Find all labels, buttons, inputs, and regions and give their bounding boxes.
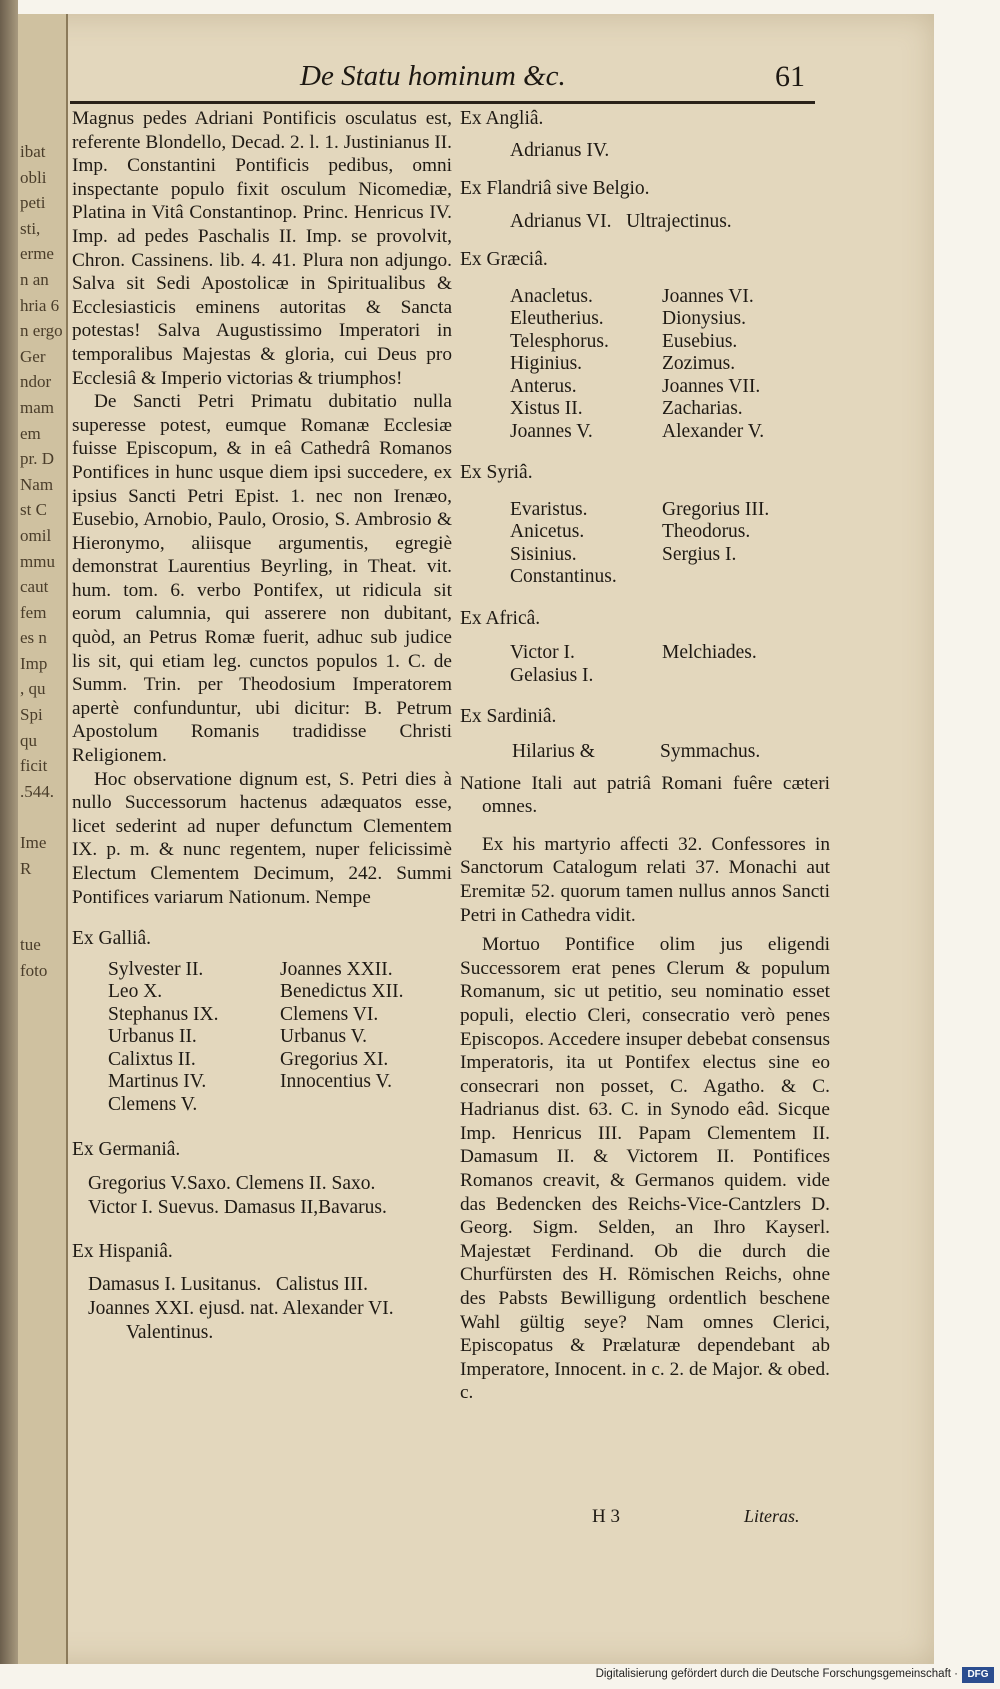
pope-entry: Sergius I. [662, 543, 737, 565]
digitization-credit-bar [0, 1664, 1000, 1689]
popes-africae [510, 642, 800, 687]
pope-entry: Xistus II. [510, 398, 583, 420]
left-column [72, 107, 452, 1345]
pope-entry: Stephanus IX. [108, 1003, 219, 1025]
pope-entry: Victor I. [510, 642, 575, 664]
pope-entry: Innocentius V. [280, 1071, 392, 1093]
popes-hispaniae [88, 1273, 452, 1345]
popes-angliae [510, 139, 830, 163]
catchword: Literas. [744, 1506, 800, 1526]
header-rule [70, 101, 815, 104]
pope-line: Victor I. Suevus. Damasus II,Bavarus. [88, 1196, 387, 1218]
pope-entry: Symmachus. [660, 741, 761, 763]
pope-line: Joannes XXI. ejusd. nat. Alexander VI. [88, 1298, 394, 1320]
pope-entry [280, 1094, 438, 1117]
pope-entry: Benedictus XII. [280, 981, 404, 1003]
pope-entry: Joannes V. [510, 420, 593, 442]
popes-sardiniae [512, 741, 802, 764]
section-title-syriae: Ex Syriâ. [460, 462, 533, 484]
pope-entry: Calixtus II. [108, 1048, 196, 1070]
pope-entry: Clemens VI. [280, 1003, 379, 1025]
section-title-hispaniae: Ex Hispaniâ. [72, 1240, 173, 1262]
right-paragraph-1: Ex his martyrio affecti 32. Confessores in Sanctorum Catalogum relati 37. Monachi aut Eremitæ 52. quorum tamen nullus annos Sancti Petri in Cathedra vidit. [460, 833, 830, 926]
popes-galliae [108, 959, 438, 1117]
popes-flandriae [510, 210, 830, 234]
pope-entry: Martinus IV. [108, 1071, 207, 1093]
running-title: De Statu hominum &c. [300, 60, 566, 92]
pope-line: Gregorius V.Saxo. Clemens II. Saxo. [88, 1172, 376, 1194]
pope-entry: Zacharias. [662, 398, 743, 420]
pope-entry: Dionysius. [662, 308, 746, 330]
page-number: 61 [775, 60, 805, 93]
pope-entry: Anterus. [510, 375, 577, 397]
section-title-graeciae: Ex Græciâ. [460, 249, 548, 271]
pope-entry: Leo X. [108, 981, 163, 1003]
pope-entry: Zozimus. [662, 353, 736, 375]
pope-entry: Gregorius III. [662, 498, 770, 520]
section-title-africae: Ex Africâ. [460, 607, 541, 629]
section-title-galliae: Ex Galliâ. [72, 928, 152, 950]
digitization-credit: Digitalisierung gefördert durch die Deutsche Forschungsgemeinschaft · [595, 1668, 958, 1680]
popes-germaniae [88, 1172, 452, 1220]
pope-entry: Anicetus. [510, 521, 585, 543]
section-title-germaniae: Ex Germaniâ. [72, 1139, 181, 1161]
pope-entry: Eusebius. [662, 330, 738, 352]
pope-entry: Higinius. [510, 353, 583, 375]
pope-entry: Gregorius XI. [280, 1048, 389, 1070]
section-title-angliae: Ex Angliâ. [460, 108, 544, 129]
pope-entry: Sylvester II. [108, 958, 204, 980]
popes-syriae [510, 499, 800, 589]
section-title-sardiniae: Ex Sardiniâ. [460, 706, 557, 728]
pope-entry: Telesphorus. [510, 330, 609, 352]
dfg-logo-icon: DFG [962, 1667, 994, 1683]
pope-entry: Evaristus. [510, 498, 588, 520]
natione-note: Natione Itali aut patriâ Romani fuêre cæteri omnes. [460, 772, 830, 818]
pope-line: Adrianus IV. [510, 139, 610, 161]
pope-entry: Eleutherius. [510, 308, 604, 330]
previous-page-text-fragments: ibat obli peti sti, erme n an hria 6 n ergo Ger ndor mam em pr. D Nam st C omil mmu caut fem es n Imp , qu Spi qu ficit .544. Ime R tue foto [20, 142, 63, 980]
right-paragraph-2: Mortuo Pontifice olim jus eligendi Successorem erat penes Clerum & populum Romanum, sic ut petitio, seu nominatio esset populi, electio Cleri, consecratio verò penes Episcopos. Accedere insuper debebat consensus Imperatoris, ita ut Pontifex electus sine eo consecrari non posset, C. Agatho. & C. Hadrianus dist. 63. C. in Synodo eâd. Sicque Imp. Henricus III. Papam Clementem II. Damasum II. & Victorem II. Pontifices Romanos creavit, & Germanos quidem. vide das Bedencken des Reichs-Vice-Cantzlers D. Georg. Sigm. Selden, an Ihro Kayserl. Majestæt Ferdinand. Ob die durch die Churfürsten des H. Römischen Reichs, ohne des Pabsts Bewilligung ordentlich beschene Wahl gültig seye? Nam omnes Clerici, Episcopatus & Prælaturæ dependebant ab Imperatore, Innocent. in c. 2. de Major. & obed. c. [460, 934, 830, 1404]
pope-entry: Joannes VI. [662, 285, 754, 307]
pope-entry: Joannes VII. [662, 375, 761, 397]
pope-entry [662, 566, 800, 589]
pope-entry: Joannes XXII. [280, 958, 393, 980]
page-header [300, 60, 805, 100]
pope-entry: Alexander V. [662, 420, 765, 442]
pope-line: Valentinus. [126, 1322, 214, 1344]
pope-entry: Urbanus V. [280, 1026, 368, 1048]
right-column [460, 107, 830, 1405]
left-paragraph-2: De Sancti Petri Primatu dubitatio nulla superesse potest, eumque Romanæ Ecclesiæ fuisse Episcopum, & in eâ Cathedrâ Romanos Pontifices in hunc usque diem ipsi succedere, ex ipsius Sancti Petri Epist. 1. nec non Irenæo, Eusebio, Arnobio, Paulo, Orosio, S. Ambrosio & Hieronymo, aliisque argumentis, egregiè demonstrat Laurentius Beyrling, in Theat. vit. hum. tom. 6. verbo Pontifex, ut ridicula sit eorum calumnia, qui asserere non dubitant, quòd, an Petrus Romæ fuerit, adhuc sub judice lis sit, qui etiam leg. cunctos populos 1. C. de Summ. Trin. per Theodosium Imperatorem apertè confunduntur, ubi dicitur: B. Petrum Apostolum Romanis tradidisse Christi Religionem. [72, 391, 452, 767]
pope-line: Damasus I. Lusitanus. Calistus III. [88, 1274, 369, 1296]
pope-line: Adrianus VI. Ultrajectinus. [510, 211, 732, 233]
book-gutter-edge [0, 0, 18, 1689]
left-paragraph-1: Magnus pedes Adriani Pontificis osculatus est, referente Blondello, Decad. 2. l. 1. Justinianus II. Imp. Constantini Pontificis pedibus, omni inspectante populo fixit osculum Nicomediæ, Platina in Vitâ Constantinop. Princ. Henricus IV. Imp. ad pedes Paschalis II. Imp. se provolvit, Chron. Cassinens. lib. 4. 41. Plura non adjungo. Salva sit Sedi Apostolicæ in Spiritualibus & Ecclesiasticis eminens autoritas & Sancta potestas! Salva Augustissimo Imperatori in temporalibus Majestas & gloria, cui Deus pro Ecclesiâ & Imperio victorias & triumphos! [72, 108, 452, 389]
pope-entry: Melchiades. [662, 642, 757, 664]
pope-entry [662, 665, 800, 688]
previous-page-strip [18, 14, 68, 1664]
pope-entry: Clemens V. [108, 1093, 198, 1115]
left-paragraph-3: Hoc observatione dignum est, S. Petri dies à nullo Successorum hactenus adæquatos esse, licet sederint ad nuper defunctum Clementem IX. p. m. & nunc regentem, nuper felicissimè Electum Clementem Decimum, 242. Summi Pontifices variarum Nationum. Nempe [72, 768, 452, 908]
pope-entry: Sisinius. [510, 543, 577, 565]
signature-mark: H 3 [592, 1506, 620, 1527]
pope-entry: Urbanus II. [108, 1026, 197, 1048]
popes-graeciae [510, 286, 800, 444]
pope-entry: Constantinus. [510, 566, 617, 588]
section-title-flandriae: Ex Flandriâ sive Belgio. [460, 177, 650, 199]
pope-entry: Anacletus. [510, 285, 593, 307]
pope-entry: Theodorus. [662, 521, 751, 543]
pope-entry: Gelasius I. [510, 664, 594, 686]
pope-entry: Hilarius & [512, 741, 595, 763]
